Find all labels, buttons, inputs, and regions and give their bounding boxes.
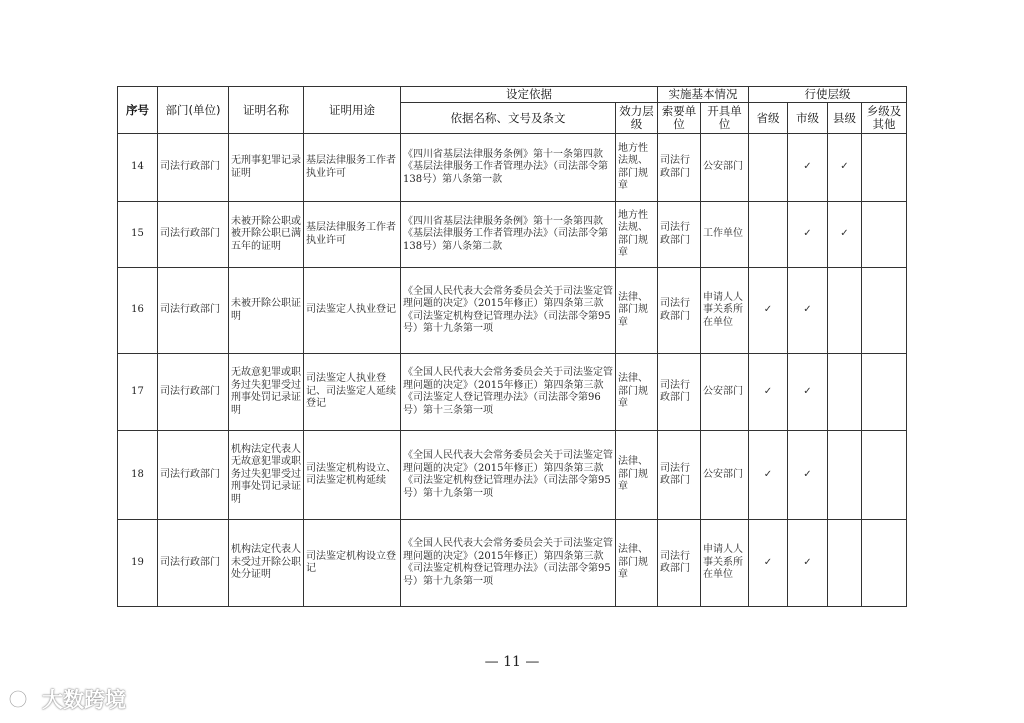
cell-effect: 法律、部门规章 bbox=[616, 431, 658, 520]
basis-line: 《司法鉴定机构登记管理办法》（司法部令第95号）第十九条第一项 bbox=[403, 475, 611, 499]
cell-effect: 法律、部门规章 bbox=[616, 520, 658, 607]
cell-effect: 地方性法规、部门规章 bbox=[616, 134, 658, 202]
cell-township bbox=[862, 431, 907, 520]
cell-seq: 14 bbox=[118, 134, 158, 202]
cell-requester: 司法行政部门 bbox=[658, 520, 701, 607]
cell-basis-doc bbox=[401, 520, 616, 607]
cell-province: ✓ bbox=[749, 268, 788, 354]
cell-dept: 司法行政部门 bbox=[158, 520, 229, 607]
cell-cert-name: 机构法定代表人无故意犯罪或职务过失犯罪受过刑事处罚记录证明 bbox=[229, 431, 304, 520]
page-number: — 11 — bbox=[484, 654, 540, 670]
basis-line: 《全国人民代表大会常务委员会关于司法鉴定管理问题的决定》（2015年修正）第四条第三款 bbox=[403, 450, 613, 474]
basis-line: 《全国人民代表大会常务委员会关于司法鉴定管理问题的决定》（2015年修正）第四条第三款 bbox=[403, 538, 613, 562]
table-header bbox=[118, 87, 907, 134]
cell-province: ✓ bbox=[749, 520, 788, 607]
cell-seq: 19 bbox=[118, 520, 158, 607]
cell-county bbox=[828, 268, 862, 354]
basis-line: 《四川省基层法律服务条例》第十一条第四款 bbox=[403, 148, 603, 160]
cell-province bbox=[749, 202, 788, 268]
watermark-logo-icon bbox=[8, 687, 36, 711]
table-row bbox=[118, 354, 907, 431]
cell-dept: 司法行政部门 bbox=[158, 431, 229, 520]
header-seq: 序号 bbox=[118, 87, 158, 134]
header-requester: 索要单位 bbox=[658, 103, 701, 134]
header-county: 县级 bbox=[828, 103, 862, 134]
cell-township bbox=[862, 520, 907, 607]
header-township: 乡级及其他 bbox=[862, 103, 907, 134]
cell-province: ✓ bbox=[749, 354, 788, 431]
cell-issuer: 公安部门 bbox=[701, 354, 749, 431]
cell-township bbox=[862, 354, 907, 431]
cell-dept: 司法行政部门 bbox=[158, 202, 229, 268]
cell-issuer: 工作单位 bbox=[701, 202, 749, 268]
cell-dept: 司法行政部门 bbox=[158, 354, 229, 431]
cell-seq: 16 bbox=[118, 268, 158, 354]
watermark-text: 大数跨境 bbox=[42, 688, 126, 712]
cell-effect: 地方性法规、部门规章 bbox=[616, 202, 658, 268]
cell-county bbox=[828, 520, 862, 607]
cell-city: ✓ bbox=[788, 354, 828, 431]
cell-cert-use: 司法鉴定机构设立、司法鉴定机构延续 bbox=[304, 431, 401, 520]
cell-cert-name: 无故意犯罪或职务过失犯罪受过刑事处罚记录证明 bbox=[229, 354, 304, 431]
cell-cert-use: 基层法律服务工作者执业许可 bbox=[304, 134, 401, 202]
cell-province: ✓ bbox=[749, 431, 788, 520]
cell-dept: 司法行政部门 bbox=[158, 268, 229, 354]
cell-province bbox=[749, 134, 788, 202]
table-row bbox=[118, 431, 907, 520]
table-body bbox=[118, 134, 907, 607]
cell-dept: 司法行政部门 bbox=[158, 134, 229, 202]
cell-cert-use: 司法鉴定人执业登记、司法鉴定人延续登记 bbox=[304, 354, 401, 431]
cell-cert-name: 无刑事犯罪记录证明 bbox=[229, 134, 304, 202]
cell-cert-name: 未被开除公职证明 bbox=[229, 268, 304, 354]
basis-line: 《司法鉴定机构登记管理办法》（司法部令第95号）第十九条第一项 bbox=[403, 310, 611, 334]
cell-seq: 15 bbox=[118, 202, 158, 268]
cell-seq: 17 bbox=[118, 354, 158, 431]
header-cert-use: 证明用途 bbox=[304, 87, 401, 134]
cell-county bbox=[828, 354, 862, 431]
header-effect: 效力层级 bbox=[616, 103, 658, 134]
cell-cert-use: 司法鉴定机构设立登记 bbox=[304, 520, 401, 607]
cell-issuer: 公安部门 bbox=[701, 431, 749, 520]
cell-cert-use: 基层法律服务工作者执业许可 bbox=[304, 202, 401, 268]
cell-basis-doc bbox=[401, 134, 616, 202]
cell-township bbox=[862, 134, 907, 202]
cell-issuer: 公安部门 bbox=[701, 134, 749, 202]
header-impl-group: 实施基本情况 bbox=[658, 87, 749, 103]
table-row bbox=[118, 134, 907, 202]
cell-city: ✓ bbox=[788, 268, 828, 354]
cell-city: ✓ bbox=[788, 202, 828, 268]
cell-requester: 司法行政部门 bbox=[658, 268, 701, 354]
cell-requester: 司法行政部门 bbox=[658, 431, 701, 520]
cell-cert-name: 机构法定代表人未受过开除公职处分证明 bbox=[229, 520, 304, 607]
cell-city: ✓ bbox=[788, 520, 828, 607]
cell-basis-doc bbox=[401, 431, 616, 520]
cell-requester: 司法行政部门 bbox=[658, 202, 701, 268]
basis-line: 《四川省基层法律服务条例》第十一条第四款 bbox=[403, 215, 603, 227]
header-province: 省级 bbox=[749, 103, 788, 134]
basis-line: 《全国人民代表大会常务委员会关于司法鉴定管理问题的决定》（2015年修正）第四条第三款 bbox=[403, 367, 613, 391]
header-dept: 部门(单位) bbox=[158, 87, 229, 134]
cell-basis-doc bbox=[401, 268, 616, 354]
table-row bbox=[118, 268, 907, 354]
cell-requester: 司法行政部门 bbox=[658, 354, 701, 431]
cell-township bbox=[862, 268, 907, 354]
header-basis-group: 设定依据 bbox=[401, 87, 658, 103]
cell-effect: 法律、部门规章 bbox=[616, 268, 658, 354]
basis-line: 《基层法律服务工作者管理办法》（司法部令第138号）第八条第一款 bbox=[403, 161, 608, 185]
cell-issuer: 申请人人事关系所在单位 bbox=[701, 268, 749, 354]
header-city: 市级 bbox=[788, 103, 828, 134]
basis-line: 《全国人民代表大会常务委员会关于司法鉴定管理问题的决定》（2015年修正）第四条第三款 bbox=[403, 285, 613, 309]
cell-basis-doc bbox=[401, 202, 616, 268]
cell-county: ✓ bbox=[828, 134, 862, 202]
basis-line: 《司法鉴定人登记管理办法》（司法部令第96号）第十三条第一项 bbox=[403, 392, 601, 416]
cell-city: ✓ bbox=[788, 134, 828, 202]
table-row bbox=[118, 202, 907, 268]
cell-city: ✓ bbox=[788, 431, 828, 520]
header-cert-name: 证明名称 bbox=[229, 87, 304, 134]
cell-county bbox=[828, 431, 862, 520]
cell-cert-use: 司法鉴定人执业登记 bbox=[304, 268, 401, 354]
watermark bbox=[8, 684, 126, 714]
header-basis-doc: 依据名称、文号及条文 bbox=[401, 103, 616, 134]
cell-issuer: 申请人人事关系所在单位 bbox=[701, 520, 749, 607]
cell-effect: 法律、部门规章 bbox=[616, 354, 658, 431]
certificate-table bbox=[117, 86, 907, 607]
header-issuer: 开具单位 bbox=[701, 103, 749, 134]
basis-line: 《基层法律服务工作者管理办法》（司法部令第138号）第八条第二款 bbox=[403, 228, 608, 252]
basis-line: 《司法鉴定机构登记管理办法》（司法部令第95号）第十九条第一项 bbox=[403, 563, 611, 587]
cell-cert-name: 未被开除公职或被开除公职已满五年的证明 bbox=[229, 202, 304, 268]
cell-requester: 司法行政部门 bbox=[658, 134, 701, 202]
header-level-group: 行使层级 bbox=[749, 87, 907, 103]
cell-county: ✓ bbox=[828, 202, 862, 268]
cell-basis-doc bbox=[401, 354, 616, 431]
cell-seq: 18 bbox=[118, 431, 158, 520]
cell-township bbox=[862, 202, 907, 268]
table-row bbox=[118, 520, 907, 607]
